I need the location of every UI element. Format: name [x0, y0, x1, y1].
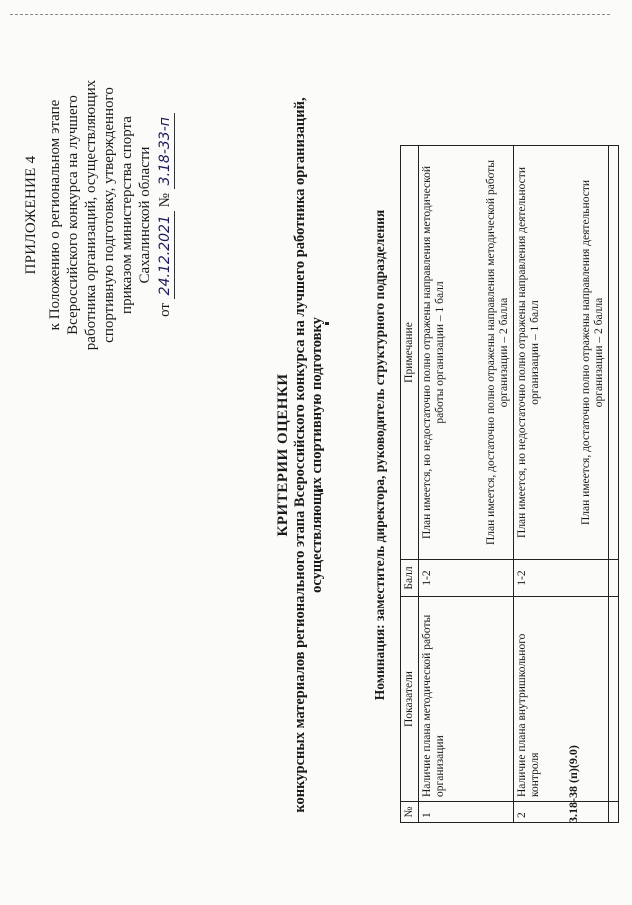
title-line: конкурсных материалов регионального этапа Всероссийского конкурса на лучшего работника организаций, — [292, 97, 308, 813]
note-option: План имеется, достаточно полно отражены направления методической работы организации – 2 балла — [485, 159, 510, 546]
row-note — [514, 146, 609, 560]
approval-date-line — [156, 25, 175, 405]
note-option: План имеется, но недостаточно полно отражены направления методической работы организации – 1 балл — [421, 166, 446, 539]
row-number: 1 — [419, 802, 514, 823]
table-row — [514, 146, 609, 823]
note-option: План имеется, достаточно полно отражены направления деятельности организации – 2 балла — [580, 179, 605, 526]
table-row — [419, 146, 514, 823]
appendix-line: к Положению о региональном этапе — [47, 99, 63, 331]
scan-edge-line — [10, 13, 610, 15]
number-label: № — [157, 193, 173, 208]
column-header: № — [401, 802, 419, 823]
row-note — [419, 146, 514, 560]
row-score: 1-2 — [514, 560, 609, 597]
appendix-block — [22, 25, 175, 405]
row-indicator: Наличие плана методической работы организации — [419, 597, 514, 802]
appendix-line: работника организаций, осуществляющих — [83, 79, 99, 351]
title-line: осуществляющих спортивную подготовку — [309, 317, 325, 593]
note-option: План имеется, но недостаточно полно отражены направления деятельности организации – 1 балл — [516, 167, 541, 538]
column-header: Показатели — [401, 597, 419, 802]
appendix-line: спортивную подготовку, утвержденного — [101, 87, 117, 343]
row-indicator: Наличие плана внутришкольного контроля — [514, 597, 609, 802]
appendix-heading: ПРИЛОЖЕНИЕ 4 — [23, 155, 39, 275]
row-number: 2 — [514, 802, 609, 823]
criteria-table — [400, 145, 619, 823]
column-header: Балл — [401, 560, 419, 597]
row-score: 1-2 — [419, 560, 514, 597]
handwritten-date: 24.12.2021 — [156, 211, 175, 299]
title-main: КРИТЕРИИ ОЦЕНКИ — [275, 373, 291, 537]
table-row-empty — [609, 146, 619, 823]
table-header-row — [401, 146, 419, 823]
column-header: Примечание — [401, 146, 419, 560]
document-code: 3.18-38 (п)(9.0) — [566, 745, 580, 823]
handwritten-number: 3.18-33-п — [156, 113, 175, 189]
from-label: от — [157, 303, 173, 317]
appendix-line: Сахалинской области — [137, 146, 153, 284]
appendix-line: приказом министерства спорта — [119, 116, 135, 314]
appendix-line: Всероссийского конкурса на лучшего — [65, 95, 81, 335]
document-title — [275, 45, 326, 865]
nomination-heading: Номинация: заместитель директора, руководитель структурного подразделения — [372, 209, 387, 701]
